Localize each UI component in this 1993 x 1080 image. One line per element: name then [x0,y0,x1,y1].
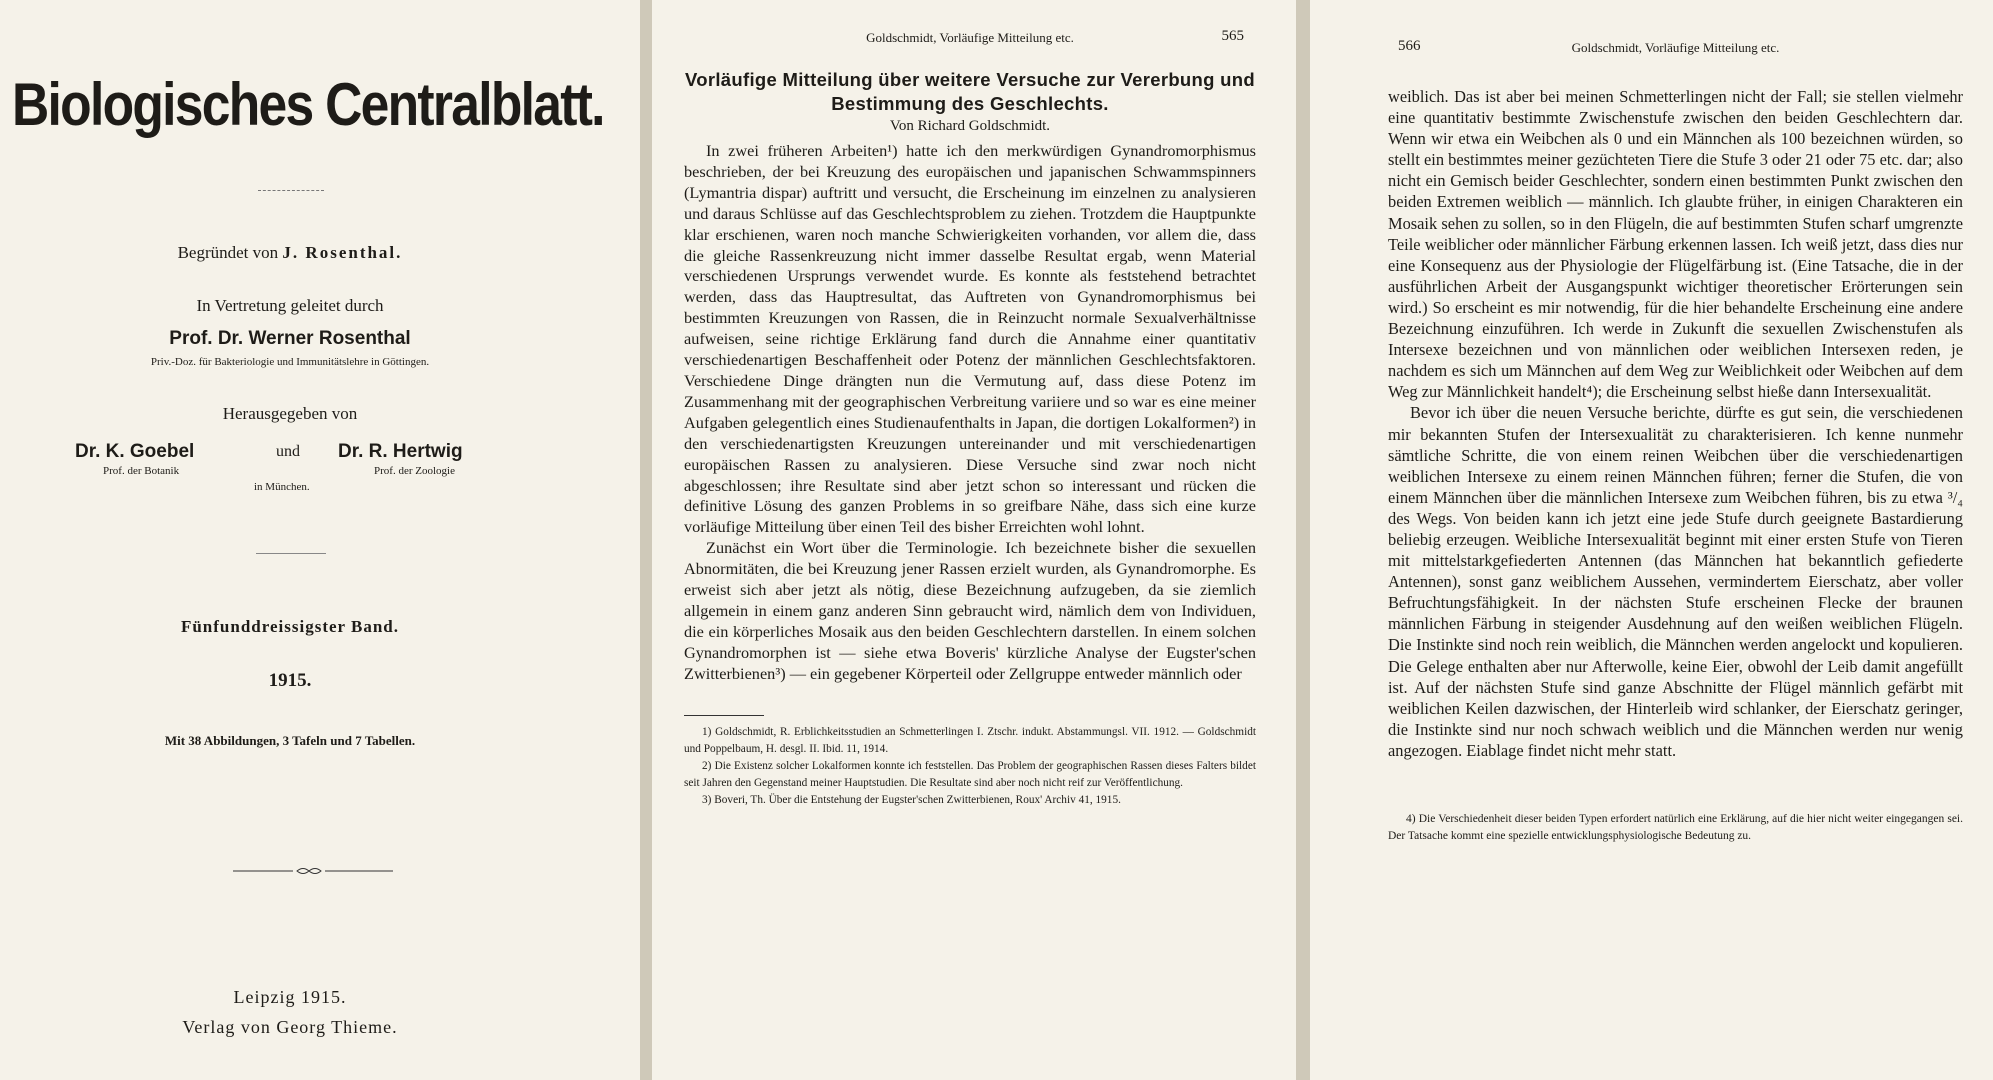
title-page [0,0,640,1080]
footnote: 2) Die Existenz solcher Lokalformen konnte ich feststellen. Das Problem der geographischen Rassen dieses Falters bildet seit Jahren den Gegenstand meiner Hauptstudien. Die Resultate sind aber noch nicht reif zur Veröffentlichung. [684,759,1256,789]
editor1-note: Prof. der Botanik [103,465,180,477]
paragraph: Zunächst ein Wort über die Terminologie. Ich bezeichnete bisher die sexuellen Abnormitäten, die bei Kreuzung jener Rassen erzielt wurden, als Gynandromorphe. Es erweist sich aber jetzt als nötig, diese Bezeichnung aufzugeben, da sie ziemlich allgemein in einem ganz anderen Sinn gebraucht wird, nämlich dem von Individuen, die ein körperliches Mosaik aus den beiden Geschlechtern darstellen. In einem solchen Gynandromorphen ist — siehe etwa Boveris' kürzliche Analyse der Eugster'schen Zwitterbienen³) — ein gegebener Körperteil oder Zellgruppe entweder männlich oder [684,538,1256,683]
divider [256,553,326,555]
paragraph: In zwei früheren Arbeiten¹) hatte ich den merkwürdigen Gynandromorphismus beschrieben, der bei Kreuzung des europäischen und japanischen Schwammspinners (Lymantria dispar) auftritt und versucht, die Erscheinung im einzelnen zu analysieren und daraus Schlüsse auf das Geschlechtsproblem zu ziehen. Trotzdem die Hauptpunkte klar erschienen, waren noch manche Schwierigkeiten vorhanden, vor allem die, dass die gleiche Rassenkreuzung nicht immer dasselbe Resultat ergab, wenn Material verschiedenen Ursprungs verwendet wurde. Es konnte als feststehend betrachtet werden, dass das Hauptresultat, das Auftreten von Gynandromorphismus bei bestimmten Kreuzungen von Rassen, die in Reinzucht normale Sexualverhältnisse aufweisen, seine richtige Erklärung fand durch die Annahme einer quantitativ verschiedenartigen Beschaffenheit oder Potenz der männlichen Geschlechtsfaktoren. Verschiedene Dinge drängten nun die Vermutung auf, dass diese Potenz im Zusammenhang mit der geographischen Verbreitung variiere und so war es eine meiner Aufgaben gelegentlich eines Studienaufenthalts in Japan, die dortigen Lokalformen²) in den verschiedenartigsten Kreuzungen untereinander und mit verschiedenartigen europäischen Rassen zu analysieren. Diese Versuche sind zwar noch nicht abgeschlossen; ihre Resultate sind aber jetzt schon so interessant und rücken die definitive Lösung des ganzen Problems in so greifbare Nähe, dass sich eine kurze vorläufige Mitteilung über einen Teil des bisher Erreichten wohl lohnt. [684,141,1256,537]
footnote-rule [684,715,764,716]
representation-line: In Vertretung geleitet durch [196,296,384,315]
published-by: Herausgegeben von [222,404,358,423]
editor-hertwig: Dr. R. Hertwig [338,441,463,462]
article-title: Vorläufige Mitteilung über weitere Versuche zur Vererbung und Bestimmung des Geschlechts. [685,69,1255,114]
director-name: Prof. Dr. Werner Rosenthal [169,328,411,349]
running-head [1388,40,1963,62]
year-line: 1915. [268,670,312,691]
paragraph: Bevor ich über die neuen Versuche berichte, dürfte es gut sein, die verschiedenen mir bekannten Stufen der Intersexualität zu charakterisieren. Ich kenne nunmehr sämtliche Schritte, die von einem reinen Weibchen über die verschiedenartigen weiblichen Intersexe zu einem reinen Männchen führen; ferner die Stufen, die von einem Männchen über die männlichen Intersexe zum Weibchen führen, bis zu etwa ³/₄ des Wegs. Von beiden kann ich jetzt eine jede Stufe durch geeignete Bastardierung beliebig erzeugen. Weibliche Intersexualität beginnt mit einer ersten Stufe von Tieren mit mittelstarkgefiederten Antennen (das Männchen hat bekanntlich gefiederte Antennen), sonst ganz weiblichem Aussehen, vermindertem Eierschatz, aber voller Befruchtungsfähigkeit. In der nächsten Stufe erscheinen Flecke der braunen männlichen Färbung in steigender Ausdehnung auf den weißen weiblichen Flügeln. Die Instinkte sind noch rein weiblich, die Männchen werden angelockt und kopulieren. Die Gelege enthalten aber nur Afterwolle, keine Eier, obwohl der Leib damit angefüllt ist. Auf der nächsten Stufe sind ganze Abschnitte der Flügel männlich gefärbt mit weiblichen Keilen dazwischen, der Hinterleib wird schlanker, der Eierschatz geringer, die Instinkte sind nur noch schwach weiblich und die Männchen werden nur wenig angezogen. Eiablage findet nicht mehr statt. [1388,403,1963,760]
editor-goebel: Dr. K. Goebel [75,441,195,462]
gutter [640,0,652,1080]
paragraph: weiblich. Das ist aber bei meinen Schmetterlingen nicht der Fall; sie stellen vielmehr eine quantitativ bestimmte Zwischenstufe zwischen den beiden Geschlechtern dar. Wenn wir etwa ein Weibchen als 0 und ein Männchen als 100 bezeichnen würden, so stellt ein bestimmtes meiner gezüchteten Tiere die Stufe 3 oder 21 oder 75 etc. dar; also nicht ein Gemisch beider Geschlechter, sondern einen bestimmten Punkt zwischen den beiden Extremen weiblich — männlich. Ich glaubte früher, in einigen Charakteren ein Mosaik sehen zu sollen, so in den Flügeln, die auf bestimmten Stufen scharf umgrenzte Teile weiblicher oder männlicher Färbung erkennen lassen. Ich weiß jetzt, dass dies nur eine Konsequenz aus der Physiologie der Flügelfärbung ist. (Eine Tatsache, die in der ausführlichen Arbeit der Ausgangspunkt wichtiger theoretischer Erörterungen sein wird.) So erscheint es mir notwendig, für die hier behandelte Erscheinung eine andere Bezeichnung einzuführen. Ich werde in Zukunft die sexuellen Zwischenstufen als Intersexe bezeichnen und von männlichen oder weiblichen Intersexen reden, je nachdem es sich um Männchen auf dem Weg zur Weiblichkeit oder Weibchen auf dem Weg zur Männlichkeit handelt⁴); die Erscheinung selbst hieße dann Intersexualität. [1388,87,1963,402]
divider [258,190,324,192]
page-565 [652,0,1296,1080]
ornament-icon [233,866,393,876]
page-566 [1310,0,1993,1080]
editor-and: und [276,443,300,460]
running-head [684,30,1256,52]
founded-line [0,243,580,263]
footnote: 4) Die Verschiedenheit dieser beiden Typen erfordert natürlich eine Erklärung, auf die hier nicht weiter eingegangen sei. Der Tatsache kommt eine spezielle entwicklungsphysiologische Bedeutung zu. [1388,813,1963,842]
page-number: 566 [1398,38,1421,54]
founder-name: J. Rosenthal. [282,243,403,262]
article-author: Von Richard Goldschmidt. [889,118,1051,134]
illustrations-line: Mit 38 Abbildungen, 3 Tafeln und 7 Tabellen. [164,733,416,748]
editor2-note: Prof. der Zoologie [374,465,455,477]
running-head-text: Goldschmidt, Vorläufige Mitteilung etc. [1571,40,1780,55]
city-note: in München. [254,481,310,493]
gutter [1296,0,1310,1080]
imprint-place: Leipzig 1915. [233,987,347,1007]
volume-line: Fünfunddreissigster Band. [180,617,400,636]
journal-title: Biologisches Centralblatt. [12,71,604,138]
footnote: 3) Boveri, Th. Über die Entstehung der Eugster'schen Zwitterbienen, Roux' Archiv 41, 1915. [702,793,1121,806]
running-head-text: Goldschmidt, Vorläufige Mitteilung etc. [866,30,1074,45]
director-note: Priv.-Doz. für Bakteriologie und Immunitätslehre in Göttingen. [150,356,430,368]
page-number: 565 [1221,28,1244,44]
founded-prefix: Begründet von [177,243,279,262]
imprint-publisher: Verlag von Georg Thieme. [182,1017,398,1037]
footnote: 1) Goldschmidt, R. Erblichkeitsstudien an Schmetterlingen I. Ztschr. indukt. Abstammungsl. VII. 1912. — Goldschmidt und Poppelbaum, H. desgl. II. Ibid. 11, 1914. [684,725,1256,755]
